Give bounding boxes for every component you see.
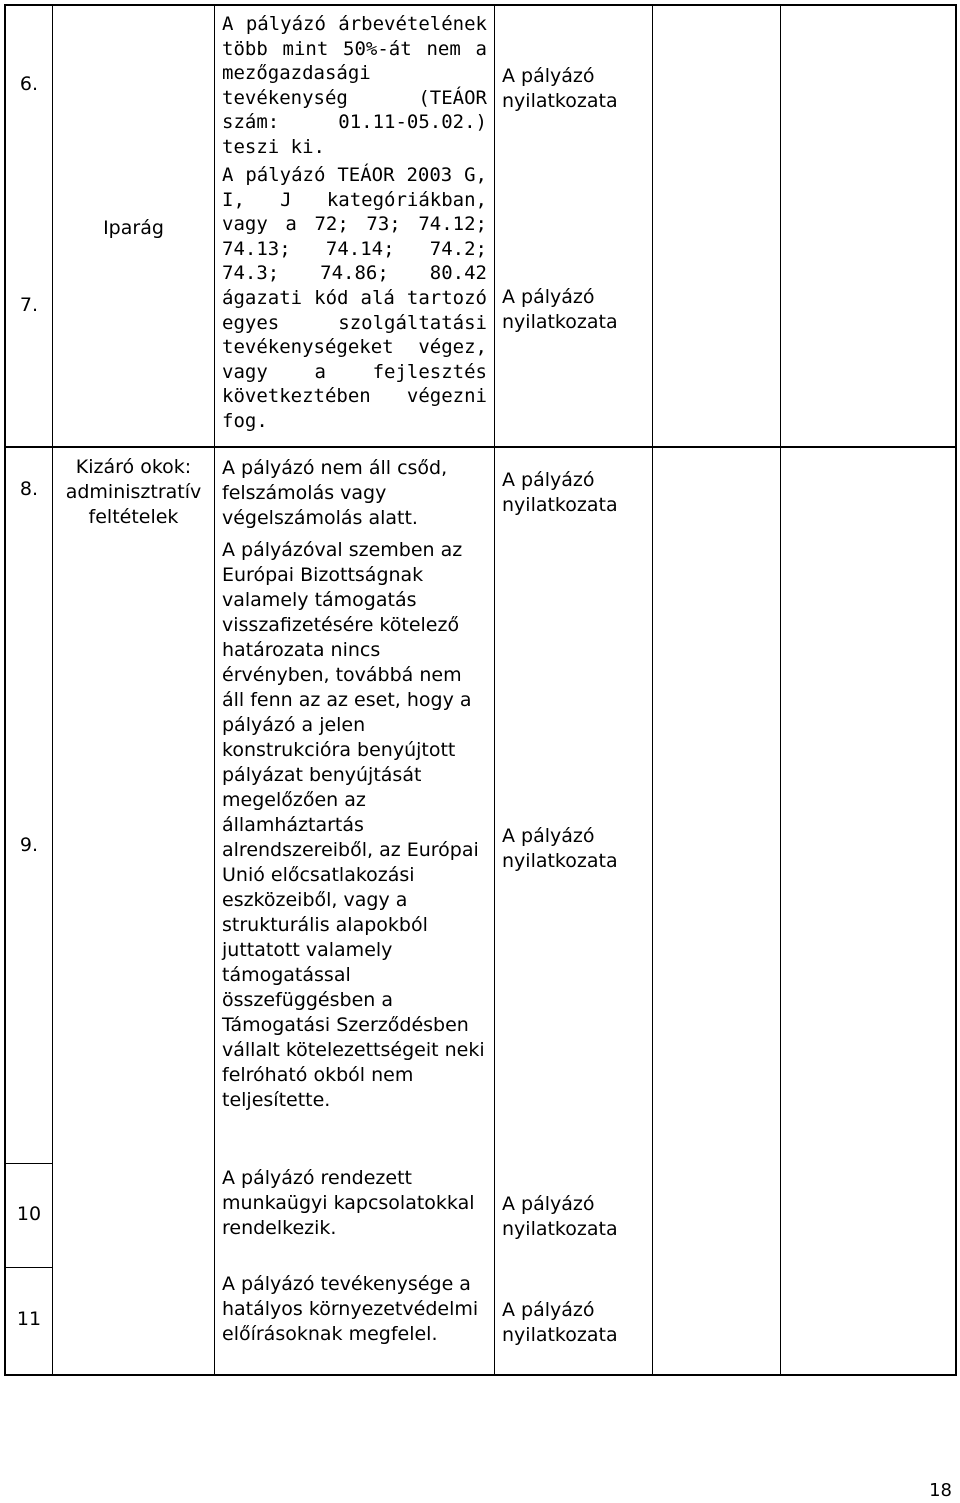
criterion-text: A pályázó tevékenysége a hatályos környezetvédelmi előírásoknak megfelel.: [222, 1273, 479, 1345]
col-divider: [652, 5, 653, 1375]
page-number: 18: [929, 1480, 952, 1501]
criterion-text: A pályázó rendezett munkaügyi kapcsolatokkal rendelkezik.: [222, 1167, 475, 1239]
category-kizaro: [53, 455, 214, 530]
category-line: Kizáró okok:: [75, 456, 192, 478]
row-number: 8.: [19, 478, 39, 500]
row-number: 9.: [19, 834, 39, 856]
col-divider: [780, 5, 781, 1375]
criterion-text: A pályázóval szemben az Európai Bizottságnak valamely támogatás visszafizetésére kötelező határozata nincs érvényben, továbbá nem áll fenn az az eset, hogy a pályázó a jelen konstrukcióra benyújtott pályázat benyújtását megelőzően az államháztartás alrendszereiből, az Európai Unió előcsatlakozási eszközeiből, vagy a strukturális alapokból juttatott valamely támogatással összefüggésben a Támogatási Szerződésben vállalt kötelezettségeit neki felróható okból nem teljesítette.: [222, 539, 485, 1111]
row-divider: [5, 1163, 52, 1164]
row-divider: [5, 1267, 52, 1268]
row-number: 10: [16, 1203, 42, 1225]
row-number: 11: [16, 1308, 42, 1330]
criterion-text: A pályázó árbevételének több mint 50%-át nem a mezőgazdasági tevékenység (TEÁOR szám: 01.11-05.02.) teszi ki.: [222, 13, 487, 158]
criterion-text: A pályázó TEÁOR 2003 G, I, J kategóriákban, vagy a 72; 73; 74.12; 74.13; 74.14; 74.2; 74.3; 74.86; 80.42 ágazati kód alá tartozó egyes szolgáltatási tevékenységeket végez, vagy a fejlesztés következtében végezni fog.: [222, 164, 487, 432]
row-number: 7.: [19, 294, 39, 316]
proof-text: A pályázó nyilatkozata: [502, 469, 618, 516]
row-divider: [5, 446, 956, 448]
proof-text: A pályázó nyilatkozata: [502, 65, 618, 112]
col-divider: [494, 5, 495, 1375]
col-divider: [214, 5, 215, 1375]
proof-text: A pályázó nyilatkozata: [502, 825, 618, 872]
proof-text: A pályázó nyilatkozata: [502, 286, 618, 333]
col-divider: [52, 5, 53, 1375]
category-line: adminisztratív: [65, 481, 202, 503]
proof-text: A pályázó nyilatkozata: [502, 1193, 618, 1240]
criterion-text: A pályázó nem áll csőd, felszámolás vagy végelszámolás alatt.: [222, 457, 448, 529]
row-number: 6.: [19, 73, 39, 95]
proof-text: A pályázó nyilatkozata: [502, 1299, 618, 1346]
category-iparag: Iparág: [103, 217, 164, 239]
category-line: feltételek: [88, 506, 179, 528]
